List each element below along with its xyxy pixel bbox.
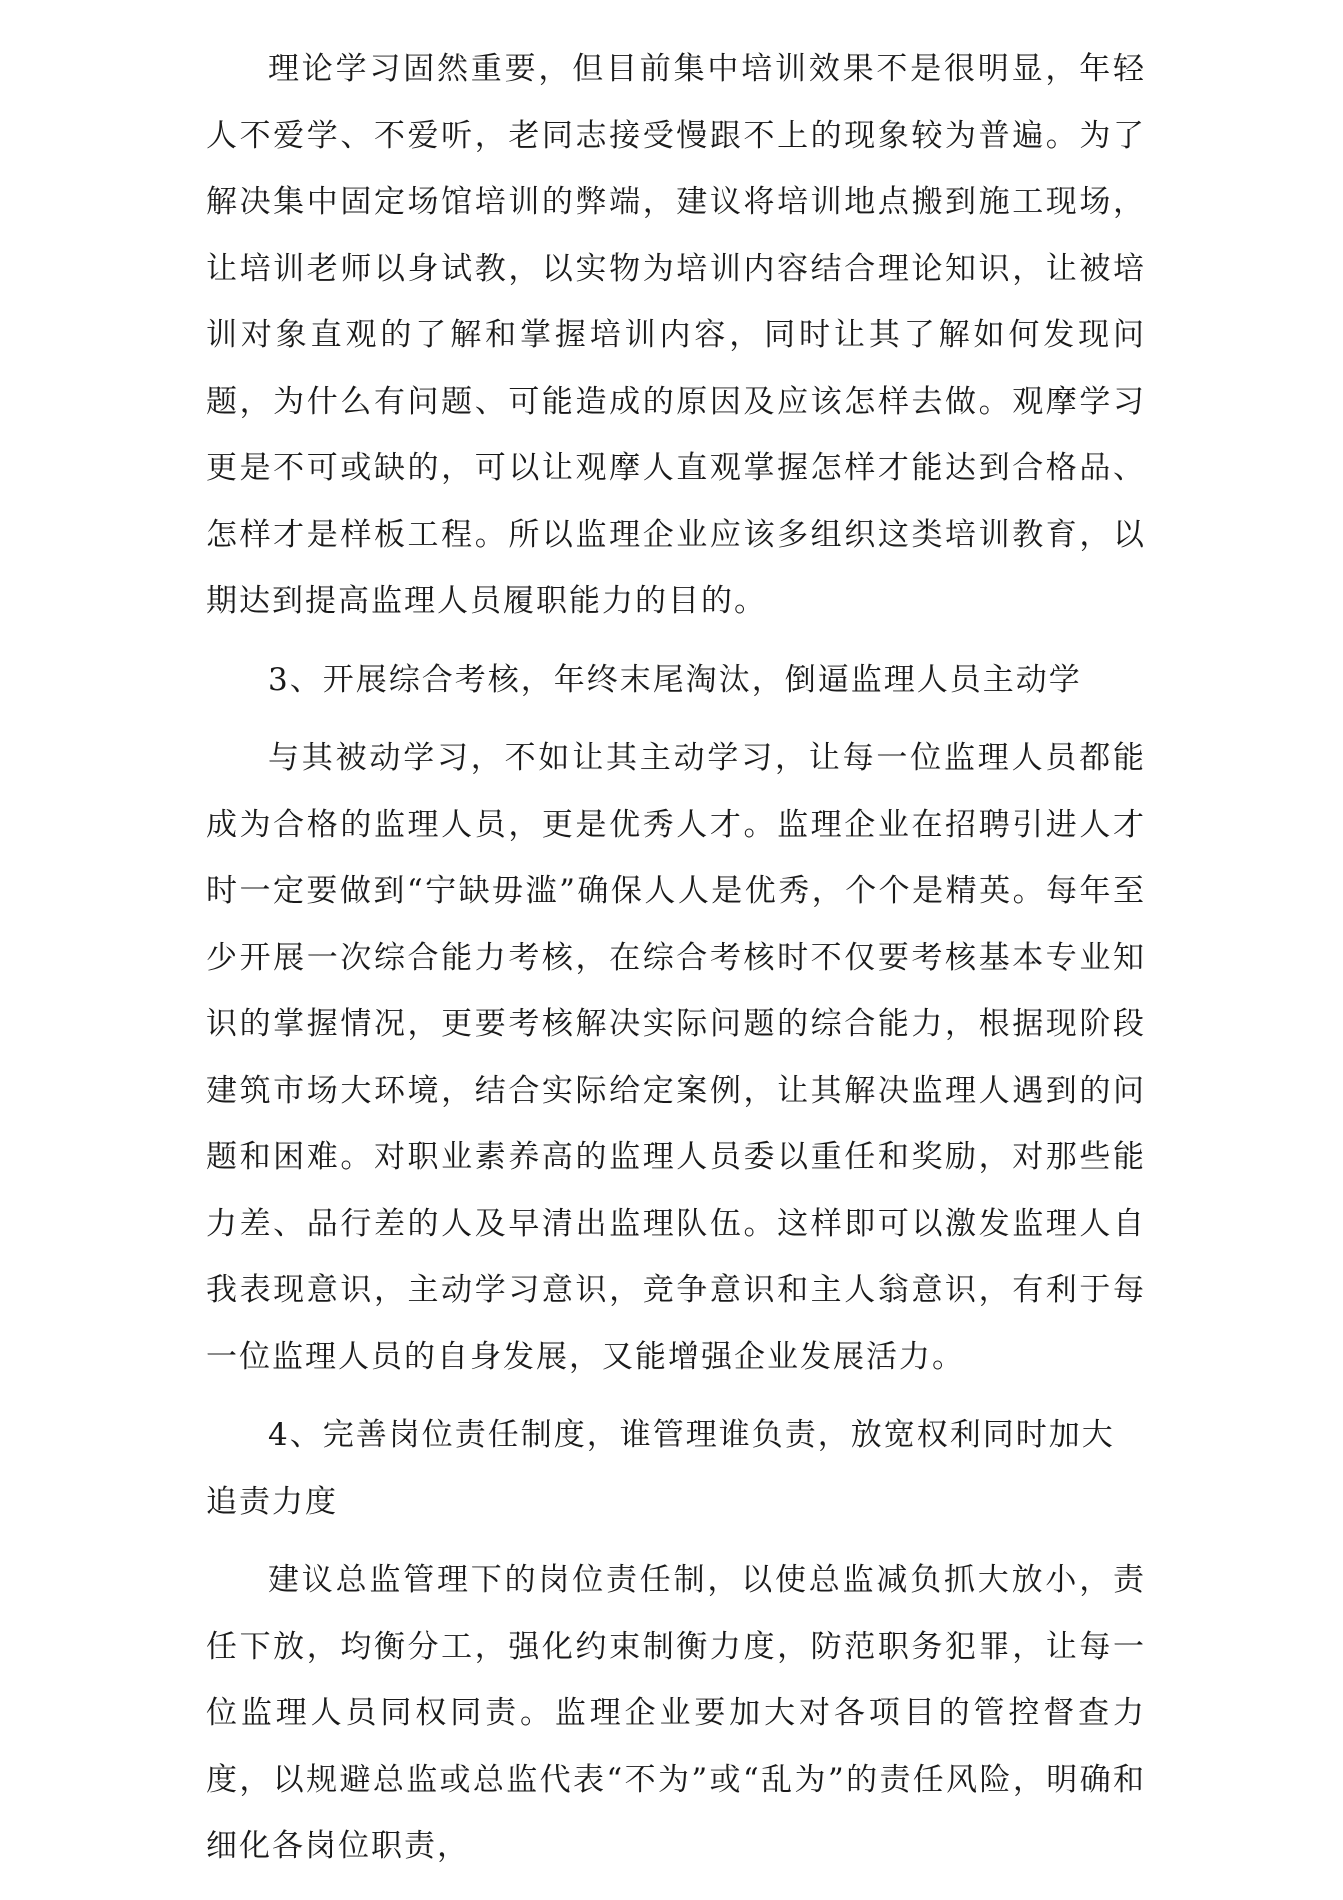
heading-section-3: 3、开展综合考核，年终末尾淘汰，倒逼监理人员主动学 <box>268 661 1082 698</box>
paragraph-responsibility: 建议总监管理下的岗位责任制，以使总监减负抓大放小，责任下放，均衡分工，强化约束制衡力度，防范职务犯罪，让每一位监理人员同权同责。监理企业要加大对各项目的管控督查力度，以规避总监或总监代表“不为”或“乱为”的责任风险，明确和细化各岗位职责， <box>206 1562 1146 1864</box>
paragraph-training: 理论学习固然重要，但目前集中培训效果不是很明显，年轻人不爱学、不爱听，老同志接受慢跟不上的现象较为普遍。为了解决集中固定场馆培训的弊端，建议将培训地点搬到施工现场，让培训老师以身试教，以实物为培训内容结合理论知识，让被培训对象直观的了解和掌握培训内容，同时让其了解如何发现问题，为什么有问题、可能造成的原因及应该怎样去做。观摩学习更是不可或缺的，可以让观摩人直观掌握怎样才能达到合格品、怎样才是样板工程。所以监理企业应该多组织这类培训教育，以期达到提高监理人员履职能力的目的。 <box>206 51 1146 619</box>
paragraph-assessment: 与其被动学习，不如让其主动学习，让每一位监理人员都能成为合格的监理人员，更是优秀人才。监理企业在招聘引进人才时一定要做到“宁缺毋滥”确保人人是优秀，个个是精英。每年至少开展一次综合能力考核，在综合考核时不仅要考核基本专业知识的掌握情况，更要考核解决实际问题的综合能力，根据现阶段建筑市场大环境，结合实际给定案例，让其解决监理人遇到的问题和困难。对职业素养高的监理人员委以重任和奖励，对那些能力差、品行差的人及早清出监理队伍。这样即可以激发监理人自我表现意识，主动学习意识，竞争意识和主人翁意识，有利于每一位监理人员的自身发展，又能增强企业发展活力。 <box>206 740 1146 1375</box>
heading-section-4: 4、完善岗位责任制度，谁管理谁负责，放宽权利同时加大追责力度 <box>206 1417 1115 1520</box>
document-page <box>206 36 1146 1880</box>
